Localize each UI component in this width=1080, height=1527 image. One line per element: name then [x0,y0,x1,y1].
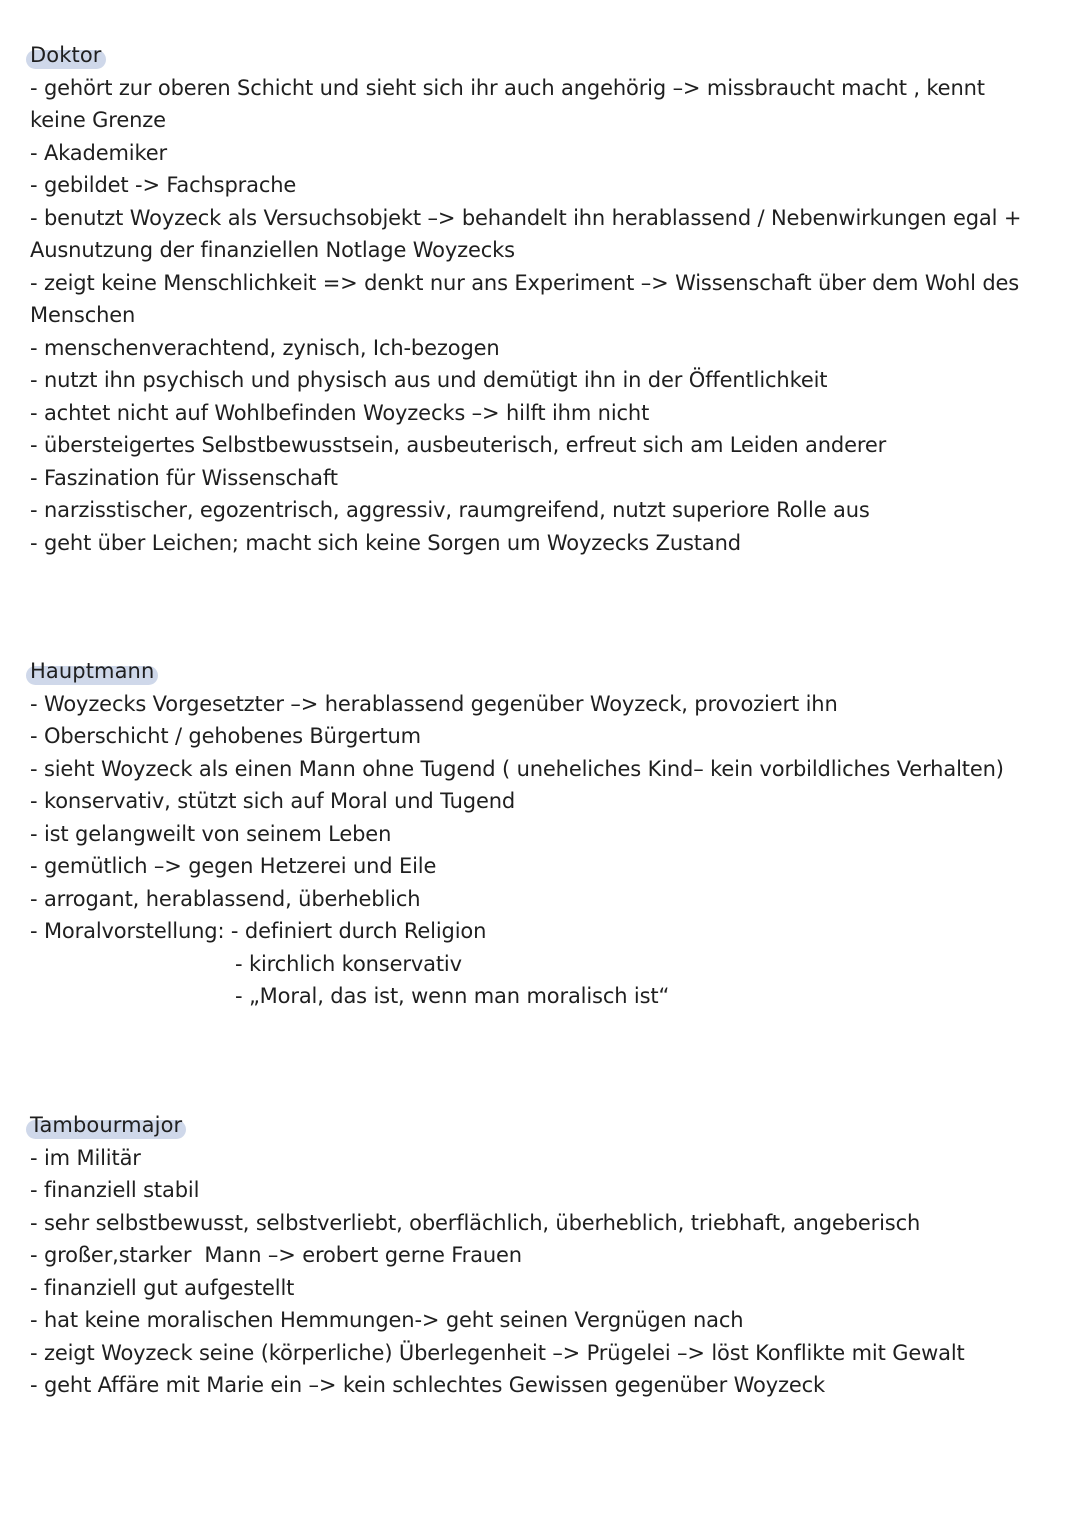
section-hauptmann [30,655,1070,1013]
line-list [30,72,1070,560]
note-line: - übersteigertes Selbstbewusstsein, ausbeuterisch, erfreut sich am Leiden anderer [30,433,887,457]
note-line: - zeigt Woyzeck seine (körperliche) Überlegenheit –> Prügelei –> löst Konflikte mit Gewalt [30,1340,965,1365]
note-subline: - „Moral, das ist, wenn man moralisch ist“ [235,984,670,1008]
note-line: - großer,starker Mann –> erobert gerne Frauen [30,1243,522,1267]
note-line: Ausnutzung der finanziellen Notlage Woyzecks [30,238,515,262]
note-line: - hat keine moralischen Hemmungen-> geht seinen Vergnügen nach [30,1308,744,1332]
note-line: - Woyzecks Vorgesetzter –> herablassend gegenüber Woyzeck, provoziert ihn [30,691,838,716]
note-line: - finanziell stabil [30,1178,200,1202]
note-line: - konservativ, stützt sich auf Moral und Tugend [30,789,516,813]
note-line: - geht Affäre mit Marie ein –> kein schlechtes Gewissen gegenüber Woyzeck [30,1373,826,1397]
heading-text: Hauptmann [30,659,155,683]
section-heading [30,655,154,688]
note-line: - geht über Leichen; macht sich keine Sorgen um Woyzecks Zustand [30,530,741,555]
note-line: - achtet nicht auf Wohlbefinden Woyzecks –> hilft ihm nicht [30,400,650,425]
note-line: - Oberschicht / gehobenes Bürgertum [30,724,421,748]
heading-text: Doktor [30,43,102,67]
note-line: - finanziell gut aufgestellt [30,1275,295,1300]
note-line: - zeigt keine Menschlichkeit => denkt nur ans Experiment –> Wissenschaft über dem Wohl des [30,270,1020,295]
note-line: - Moralvorstellung: - definiert durch Religion [30,919,487,943]
heading-text: Tambourmajor [30,1113,183,1137]
note-line: - im Militär [30,1145,141,1170]
note-subline: - kirchlich konservativ [235,951,462,976]
note-line: - nutzt ihn psychisch und physisch aus und demütigt ihn in der Öffentlichkeit [30,368,828,392]
note-line: - arrogant, herablassend, überheblich [30,886,421,911]
note-line: - gemütlich –> gegen Hetzerei und Eile [30,854,437,878]
note-line: - narzisstischer, egozentrisch, aggressiv, raumgreifend, nutzt superiore Rolle aus [30,498,870,522]
line-list [30,688,1070,1013]
note-line: Menschen [30,303,136,327]
note-line: - Akademiker [30,140,167,165]
section-tambourmajor [30,1109,1070,1402]
section-doktor [30,39,1070,559]
section-heading [30,39,102,72]
note-line: - sieht Woyzeck als einen Mann ohne Tugend ( uneheliches Kind– kein vorbildliches Verhalten) [30,756,1004,781]
note-line: - benutzt Woyzeck als Versuchsobjekt –> behandelt ihn herablassend / Nebenwirkungen egal + [30,205,1022,230]
note-line: - ist gelangweilt von seinem Leben [30,821,392,846]
note-line: - menschenverachtend, zynisch, Ich-bezogen [30,335,500,360]
section-heading [30,1109,182,1142]
note-line: - Faszination für Wissenschaft [30,465,338,490]
note-line: keine Grenze [30,108,166,132]
note-line: - sehr selbstbewusst, selbstverliebt, oberflächlich, überheblich, triebhaft, angeberisch [30,1210,921,1235]
note-line: - gebildet -> Fachsprache [30,173,297,197]
note-line: - gehört zur oberen Schicht und sieht sich ihr auch angehörig –> missbraucht macht , kennt [30,75,985,100]
line-list [30,1142,1070,1402]
